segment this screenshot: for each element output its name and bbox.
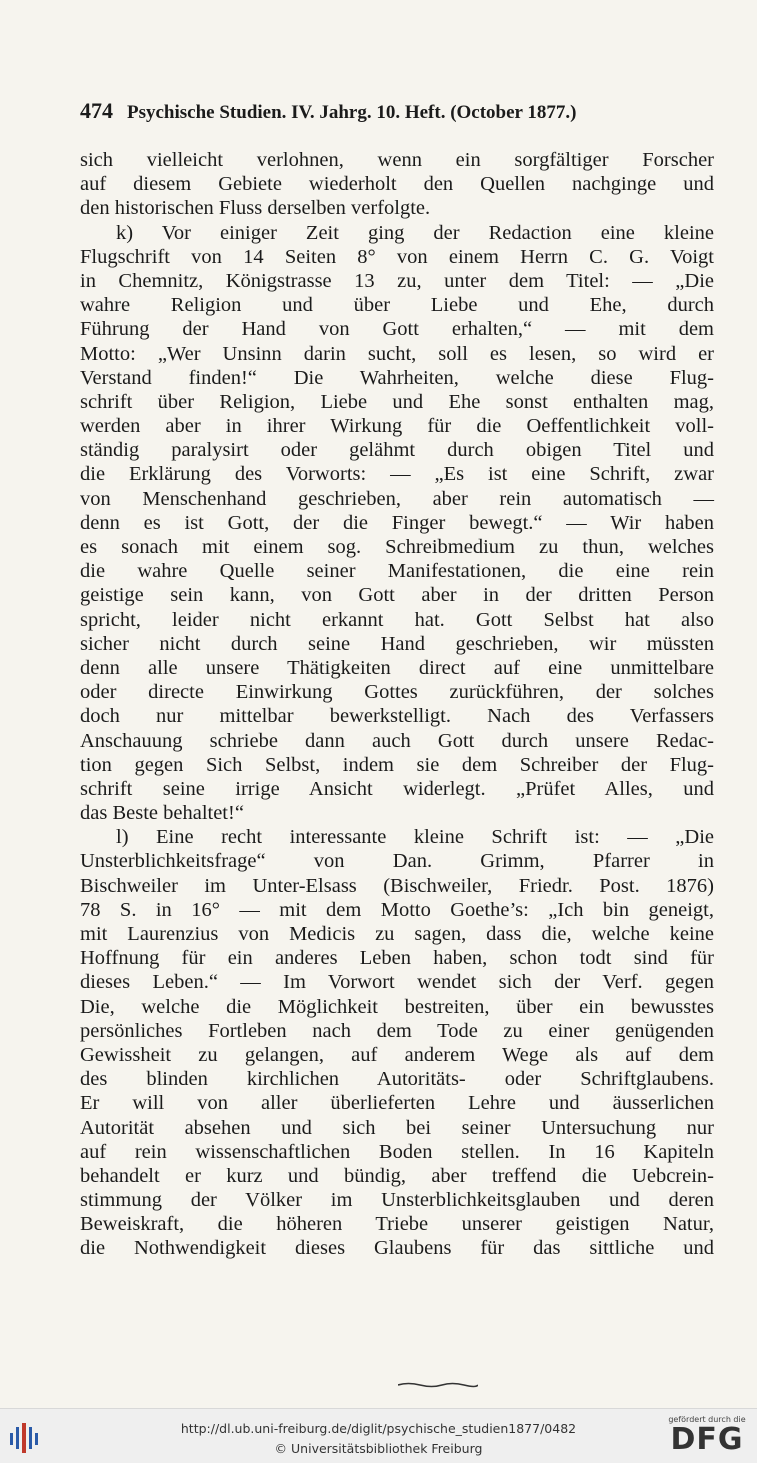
- page-number: 474: [80, 98, 113, 123]
- text-line: von Menschenhand geschrieben, aber rein automatisch —: [80, 487, 714, 510]
- running-title: Psychische Studien. IV. Jahrg. 10. Heft. (October 1877.): [127, 102, 577, 123]
- text-line: sich vielleicht verlohnen, wenn ein sorgfältiger Forscher: [80, 149, 714, 171]
- text-line: ständig paralysirt oder gelähmt durch obigen Titel und: [80, 439, 714, 462]
- text-line: l) Eine recht interessante kleine Schrift ist: — „Die: [116, 826, 714, 849]
- text-line: Bischweiler im Unter-Elsass (Bischweiler, Friedr. Post. 1876): [80, 874, 714, 897]
- text-line: es sonach mit einem sog. Schreibmedium zu thun, welches: [80, 536, 714, 558]
- text-line: Verstand finden!“ Die Wahrheiten, welche diese Flug-: [80, 366, 714, 389]
- text-line: Führung der Hand von Gott erhalten,“ — mit dem: [80, 318, 714, 341]
- text-line: denn alle unsere Thätigkeiten direct auf eine unmittelbare: [80, 656, 714, 679]
- text-line: persönliches Fortleben nach dem Tode zu einer genügenden: [80, 1019, 714, 1042]
- text-line: in Chemnitz, Königstrasse 13 zu, unter dem Titel: — „Die: [80, 269, 714, 292]
- text-line: das Beste behaltet!“: [80, 802, 244, 825]
- text-line: Hoffnung für ein anderes Leben haben, schon todt sind für: [80, 947, 714, 970]
- text-line: stimmung der Völker im Unsterblichkeitsglauben und deren: [80, 1189, 714, 1212]
- text-line: die wahre Quelle seiner Manifestationen, die eine rein: [80, 560, 714, 583]
- text-line: spricht, leider nicht erkannt hat. Gott Selbst hat also: [80, 608, 714, 631]
- text-line: Beweiskraft, die höheren Triebe unserer geistigen Natur,: [80, 1213, 714, 1236]
- text-line: Die, welche die Möglichkeit bestreiten, über ein bewusstes: [80, 995, 714, 1018]
- text-line: Gewissheit zu gelangen, auf anderem Wege als auf dem: [80, 1043, 714, 1066]
- text-line: die Nothwendigkeit dieses Glaubens für das sittliche und: [80, 1237, 714, 1260]
- body-text: [80, 148, 714, 1261]
- text-line: wahre Religion und über Liebe und Ehe, durch: [80, 294, 714, 317]
- text-line: Flugschrift von 14 Seiten 8° von einem Herrn C. G. Voigt: [80, 245, 714, 268]
- text-line: geistige sein kann, von Gott aber in der dritten Person: [80, 584, 714, 607]
- text-line: schrift über Religion, Liebe und Ehe sonst enthalten mag,: [80, 390, 714, 413]
- text-line: werden aber in ihrer Wirkung für die Oeffentlichkeit voll-: [80, 415, 714, 438]
- dfg-logo: DFG: [670, 1422, 744, 1457]
- end-ornament: [398, 1382, 478, 1388]
- text-line: den historischen Fluss derselben verfolgte.: [80, 197, 431, 220]
- dfg-tagline: gefördert durch die: [668, 1415, 746, 1424]
- text-line: oder directe Einwirkung Gottes zurückführen, der solches: [80, 681, 714, 704]
- dfg-badge: [662, 1415, 752, 1459]
- text-line: mit Laurenzius von Medicis zu sagen, dass die, welche keine: [80, 923, 714, 945]
- text-line: Anschauung schriebe dann auch Gott durch unsere Redac-: [80, 729, 714, 752]
- text-line: Er will von aller überlieferten Lehre und äusserlichen: [80, 1092, 714, 1115]
- running-header: [80, 98, 720, 128]
- text-line: dieses Leben.“ — Im Vorwort wendet sich der Verf. gegen: [80, 971, 714, 994]
- library-footer: [0, 1408, 757, 1463]
- text-line: Motto: „Wer Unsinn darin sucht, soll es lesen, so wird er: [80, 342, 714, 365]
- text-line: denn es ist Gott, der die Finger bewegt.“ — Wir haben: [80, 511, 714, 534]
- text-line: Autorität absehen und sich bei seiner Untersuchung nur: [80, 1116, 714, 1139]
- text-line: 78 S. in 16° — mit dem Motto Goethe’s: „Ich bin geneigt,: [80, 898, 714, 921]
- text-line: die Erklärung des Vorworts: — „Es ist eine Schrift, zwar: [80, 463, 714, 486]
- text-line: des blinden kirchlichen Autoritäts- oder Schriftglaubens.: [80, 1068, 714, 1091]
- text-line: auf rein wissenschaftlichen Boden stellen. In 16 Kapiteln: [80, 1140, 714, 1163]
- text-line: sicher nicht durch seine Hand geschrieben, wir müssten: [80, 632, 714, 655]
- text-line: schrift seine irrige Ansicht widerlegt. „Prüfet Alles, und: [80, 777, 714, 800]
- permalink-url[interactable]: http://dl.ub.uni-freiburg.de/diglit/psychische_studien1877/0482: [180, 1421, 577, 1436]
- text-line: doch nur mittelbar bewerkstelligt. Nach des Verfassers: [80, 705, 714, 728]
- text-line: auf diesem Gebiete wiederholt den Quellen nachginge und: [80, 173, 714, 196]
- text-line: tion gegen Sich Selbst, indem sie dem Schreiber der Flug-: [80, 753, 714, 776]
- text-line: k) Vor einiger Zeit ging der Redaction eine kleine: [116, 221, 714, 244]
- text-line: behandelt er kurz und bündig, aber treffend die Uebcrein-: [80, 1164, 714, 1187]
- text-line: Unsterblichkeitsfrage“ von Dan. Grimm, Pfarrer in: [80, 850, 714, 873]
- copyright-notice: © Universitätsbibliothek Freiburg: [274, 1441, 483, 1456]
